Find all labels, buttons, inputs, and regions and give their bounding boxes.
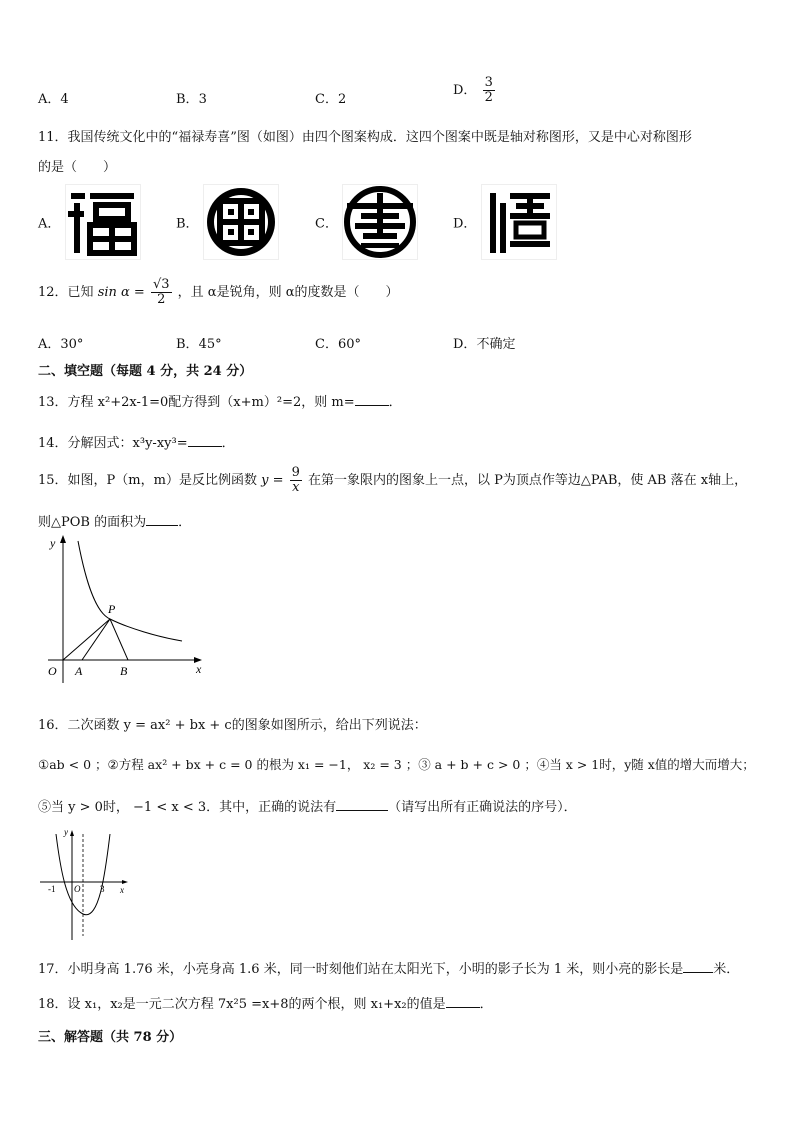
q16-line2: ①ab < 0 ；②方程 ax² + bx + c = 0 的根为 x₁ = −1， x₂ = 3 ；③ a + b + c > 0 ；④当 x > 1时，y随 x值的增大而增大； [38,757,755,772]
section-heading-solutions: 三、解答题（共 78 分） [38,1030,183,1045]
axis-label-y: y [64,827,68,837]
q15-line2: 则△POB 的面积为 ． [38,515,192,530]
shou-symbol-icon [342,184,418,260]
q10-option-c: C．2 [315,92,347,107]
q16-line1: 16．二次函数 y = ax² + bx + c的图象如图所示，给出下列说法： [38,718,427,733]
q10-option-b: B．3 [176,92,207,107]
point-label-b: B [120,664,128,678]
q12-option-c: C．60° [315,337,361,352]
q18: 18．设 x₁，x₂是一元二次方程 7x²5 =x+8的两个根，则 x₁+x₂的值是 ． [38,997,493,1012]
q14: 14．分解因式：x³y-xy³= ． [38,436,235,451]
q10-option-d: D． $\frac{3}{2}$ [453,75,493,105]
lu-symbol-icon [203,184,279,260]
fraction: $\frac{9}{x}$ [291,465,300,495]
q11-option-c: C． [315,184,418,260]
answer-blank[interactable] [336,798,388,811]
answer-blank[interactable] [188,434,222,447]
q12-option-d: D．不确定 [453,337,516,352]
fu-symbol-icon [65,184,141,260]
axis-label-x: x [196,662,202,676]
point-label-a: A [75,664,83,678]
q11-line2: 的是（ ） [38,160,117,175]
origin-label: O [74,884,81,894]
section-heading-fill-in: 二、填空题（每题 4 分，共 24 分） [38,364,253,379]
q12-option-a: A．30° [38,337,84,352]
point-label-p: P [108,602,116,616]
origin-label: O [48,664,57,678]
q15-graph [38,533,208,693]
xi-symbol-icon [481,184,557,260]
q10-option-a: A．4 [38,92,69,107]
q16-line3: ⑤当 y > 0时， −1 < x < 3．其中，正确的说法有 （请写出所有正确说法的序号）． [38,800,577,815]
q15-stem: 15．如图，P（m，m）是反比例函数 y = $\frac{9}{x}$ 在第一象限内的图象上一点，以 P为顶点作等边△PAB，使 AB 落在 x轴上， [38,465,748,495]
fraction: $\frac{3}{2}$ [484,75,493,105]
q12-option-b: B．45° [176,337,222,352]
q12-stem: 12．已知 sin α = $\frac{√3}{2}$ ，且 α是锐角，则 α的度数是（ ） [38,277,399,307]
axis-label-x: x [120,885,124,895]
tick-label-neg1: -1 [48,884,56,894]
q11-line1: 11．我国传统文化中的“福禄寿喜”图（如图）由四个图案构成．这四个图案中既是轴对称图形，又是中心对称图形 [38,130,692,145]
tick-label-3: 3 [100,884,105,894]
q11-option-b: B． [176,184,279,260]
answer-blank[interactable] [355,393,389,406]
answer-blank[interactable] [446,995,480,1008]
q11-option-a: A． [38,184,141,260]
answer-blank[interactable] [146,513,178,526]
q11-option-d: D． [453,184,557,260]
fraction: $\frac{√3}{2}$ [152,277,170,307]
q16-graph [38,826,133,944]
answer-blank[interactable] [683,960,713,973]
q13: 13．方程 x²+2x-1=0配方得到（x+m）²=2，则 m= ． [38,395,402,410]
axis-label-y: y [50,536,56,550]
q17: 17．小明身高 1.76 米，小亮身高 1.6 米，同一时刻他们站在太阳光下，小明的影子长为 1 米，则小亮的影长是 米． [38,962,740,977]
